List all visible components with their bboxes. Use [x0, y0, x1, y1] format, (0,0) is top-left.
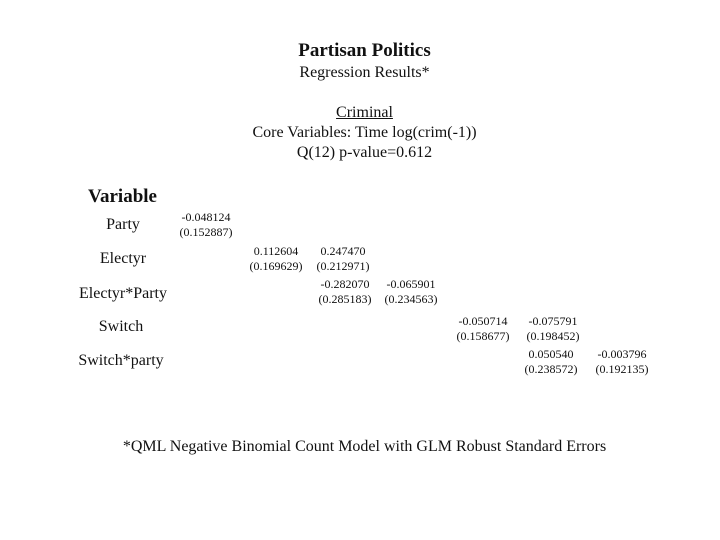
- standard-error-value: (0.152887): [179, 225, 233, 239]
- core-variables-line: Core Variables: Time log(crim(-1)): [252, 124, 477, 141]
- standard-error-value: (0.238572): [524, 362, 578, 376]
- coef-cell-electyr-2: [311, 244, 375, 274]
- model-name: Criminal: [336, 104, 393, 121]
- coef-cell-electyr-party-2: [378, 277, 444, 307]
- page-subtitle: Regression Results*: [299, 64, 430, 81]
- coefficient-value: 0.050540: [528, 347, 574, 361]
- coef-cell-electyr-1: [244, 244, 308, 274]
- footnote: *QML Negative Binomial Count Model with GLM Robust Standard Errors: [122, 438, 607, 455]
- coef-cell-switch-party-1: [519, 347, 583, 377]
- variable-column-header: Variable: [88, 186, 157, 207]
- coefficient-value: -0.075791: [528, 314, 578, 328]
- row-label-electyr: Electyr: [99, 250, 147, 267]
- standard-error-value: (0.158677): [456, 329, 510, 343]
- coef-cell-switch-1: [451, 314, 515, 344]
- coefficient-value: -0.050714: [458, 314, 508, 328]
- row-label-switch-party: Switch*party: [78, 352, 164, 369]
- coef-cell-electyr-party-1: [313, 277, 377, 307]
- standard-error-value: (0.234563): [384, 292, 438, 306]
- coef-cell-switch-party-2: [589, 347, 655, 377]
- standard-error-value: (0.198452): [526, 329, 580, 343]
- coefficient-value: -0.003796: [597, 347, 647, 361]
- coefficient-value: 0.247470: [320, 244, 366, 258]
- row-label-party: Party: [106, 216, 140, 233]
- coefficient-value: -0.065901: [386, 277, 436, 291]
- coefficient-value: 0.112604: [253, 244, 299, 258]
- coef-cell-switch-2: [521, 314, 585, 344]
- coefficient-value: -0.282070: [320, 277, 370, 291]
- row-label-electyr-party: Electyr*Party: [79, 285, 167, 302]
- standard-error-value: (0.285183): [318, 292, 372, 306]
- standard-error-value: (0.192135): [595, 362, 649, 376]
- q-statistic-line: Q(12) p-value=0.612: [296, 144, 433, 161]
- page-title: Partisan Politics: [298, 40, 431, 61]
- row-label-switch: Switch: [98, 318, 144, 335]
- coefficient-value: -0.048124: [181, 210, 231, 224]
- coef-cell-party: [174, 210, 238, 240]
- standard-error-value: (0.212971): [316, 259, 370, 273]
- standard-error-value: (0.169629): [249, 259, 303, 273]
